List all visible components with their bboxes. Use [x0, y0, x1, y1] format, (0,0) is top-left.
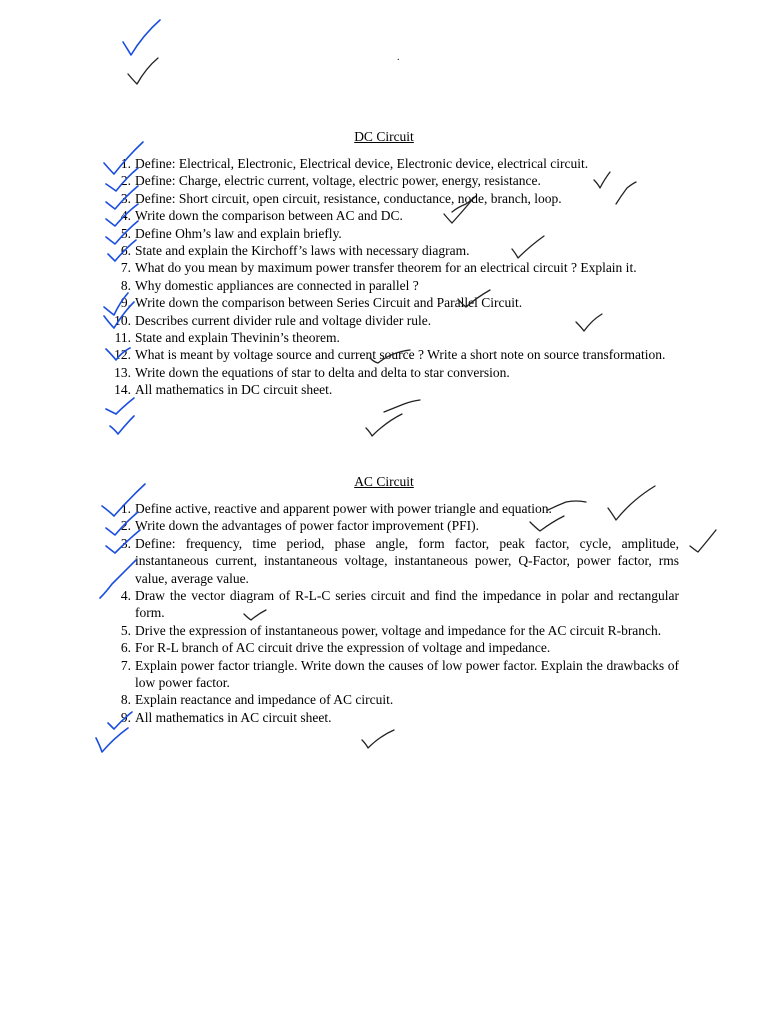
stray-dot: . [397, 52, 400, 63]
dc-check-13-icon [106, 398, 134, 414]
dc-question-number: 7. [120, 260, 131, 276]
dc-question-item [120, 294, 679, 311]
dc-question-item [120, 225, 679, 242]
dc-question-number: 14. [114, 382, 131, 398]
dc-question-text: Define: Charge, electric current, voltage, electric power, energy, resistance. [135, 173, 541, 189]
dc-question-number: 13. [114, 364, 131, 380]
dc-question-text: Define Ohm’s law and explain briefly. [135, 225, 342, 241]
ac-question-item [120, 517, 679, 534]
ac-question-number: 2. [120, 518, 131, 534]
ac-question-item [120, 639, 679, 656]
dc-question-number: 3. [120, 190, 131, 206]
dc-question-text: Define: Electrical, Electronic, Electrical device, Electronic device, electrical circuit. [135, 156, 589, 171]
dc-question-text: What do you mean by maximum power transfer theorem for an electrical circuit ? Explain it. [135, 260, 637, 276]
ac-check-9-icon [96, 728, 128, 752]
dc-question-text: Why domestic appliances are connected in parallel ? [135, 277, 419, 293]
ac-question-number: 9. [120, 709, 131, 725]
dc-black-check-14-icon [366, 414, 402, 436]
dc-question-text: State and explain the Kirchoff’s laws with necessary diagram. [135, 243, 470, 259]
dc-question-item [120, 207, 679, 224]
dc-question-item [114, 364, 679, 381]
dc-question-item [120, 259, 679, 276]
ac-black-check-3-icon [690, 530, 716, 552]
ac-question-item [120, 587, 679, 622]
ac-question-item [120, 535, 679, 587]
ac-question-text: Explain reactance and impedance of AC circuit. [135, 692, 394, 708]
ac-question-number: 8. [120, 692, 131, 708]
dc-question-text: Write down the comparison between AC and DC. [135, 208, 403, 224]
dc-question-item [114, 381, 679, 398]
dc-question-number: 6. [120, 243, 131, 259]
ac-question-text: Explain power factor triangle. Write down the causes of low power factor. Explain the drawbacks of low power factor. [135, 657, 679, 691]
ac-question-text: Write down the advantages of power factor improvement (PFI). [135, 518, 479, 534]
dc-question-number: 4. [120, 208, 131, 224]
ac-black-check-9-icon [362, 730, 394, 748]
dc-question-item [114, 346, 679, 363]
ac-question-item [120, 622, 679, 639]
top-blue-check-icon [123, 20, 160, 55]
ac-question-text: Drive the expression of instantaneous power, voltage and impedance for the AC circuit R-branch. [135, 622, 662, 638]
dc-question-item [120, 190, 679, 207]
ac-question-number: 5. [120, 622, 131, 638]
dc-question-number: 12. [114, 347, 131, 363]
dc-question-number: 8. [120, 277, 131, 293]
dc-question-number: 11. [114, 330, 131, 346]
ac-question-number: 6. [120, 640, 131, 656]
ac-question-text: Define: frequency, time period, phase angle, form factor, peak factor, cycle, amplitude, instantaneous current, instantaneous voltage, instantaneous power, Q-Factor, power factor, rms value, average value. [135, 535, 679, 586]
dc-section-title: DC Circuit [354, 129, 414, 144]
dc-question-text: All mathematics in DC circuit sheet. [135, 382, 333, 398]
dc-question-item [120, 277, 679, 294]
dc-question-text: Write down the comparison between Series Circuit and Parallel Circuit. [135, 295, 523, 311]
dc-question-text: State and explain Thevinin’s theorem. [135, 330, 340, 346]
dc-question-item [120, 155, 679, 172]
ac-question-number: 3. [120, 535, 131, 551]
dc-question-text: What is meant by voltage source and current source ? Write a short note on source transformation. [135, 347, 666, 363]
dc-question-number: 2. [120, 173, 131, 189]
ac-question-text: Draw the vector diagram of R-L-C series circuit and find the impedance in polar and rectangular form. [135, 588, 679, 621]
dc-question-item [114, 329, 679, 346]
top-black-check-icon [128, 58, 158, 84]
dc-check-14-icon [110, 416, 134, 434]
dc-question-number: 5. [120, 225, 131, 241]
ac-question-list [120, 500, 679, 726]
dc-question-number: 10. [114, 312, 131, 328]
dc-question-number: 9. [120, 295, 131, 311]
dc-question-item [120, 172, 679, 189]
ac-question-text: For R-L branch of AC circuit drive the expression of voltage and impedance. [135, 640, 551, 656]
ac-question-number: 7. [120, 657, 131, 673]
dc-question-number: 1. [120, 156, 131, 171]
dc-question-text: Define: Short circuit, open circuit, resistance, conductance, node, branch, loop. [135, 190, 562, 206]
dc-question-text: Describes current divider rule and voltage divider rule. [135, 312, 432, 328]
ac-question-item [120, 657, 679, 692]
ac-question-item [120, 709, 679, 726]
ac-question-text: Define active, reactive and apparent power with power triangle and equation. [135, 501, 552, 516]
dc-question-item [120, 242, 679, 259]
dc-question-list [114, 155, 679, 399]
ac-question-number: 1. [120, 501, 131, 516]
ac-question-number: 4. [120, 588, 131, 604]
ac-question-item [120, 500, 679, 517]
dc-black-check-13-icon [384, 400, 420, 412]
dc-question-item [114, 312, 679, 329]
dc-question-text: Write down the equations of star to delta and delta to star conversion. [135, 364, 510, 380]
ac-section-title: AC Circuit [354, 474, 414, 489]
ac-question-text: All mathematics in AC circuit sheet. [135, 709, 332, 725]
ac-question-item [120, 691, 679, 708]
